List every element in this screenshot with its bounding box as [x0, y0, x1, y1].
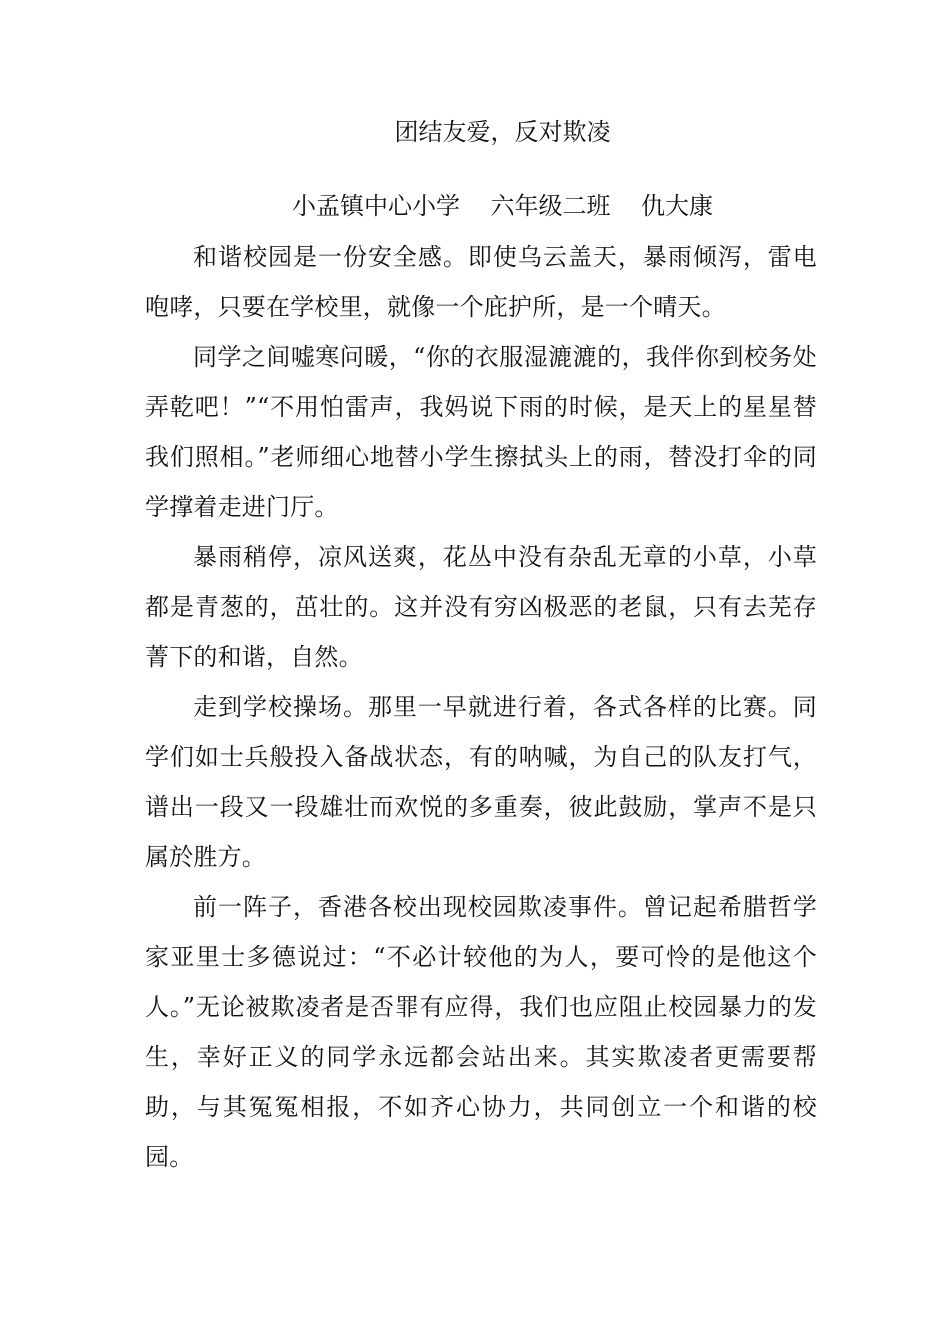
paragraph-5: 前一阵子，香港各校出现校园欺凌事件。曾记起希腊哲学家亚里士多德说过：“不必计较他的为人，要可怜的是他这个人。”无论被欺凌者是否罪有应得，我们也应阻止校园暴力的发生，幸好正义的同学永远都会站出来。其实欺凌者更需要帮助，与其冤冤相报，不如齐心协力，共同创立一个和谐的校园。	[145, 893, 817, 1171]
author-byline: 小孟镇中心小学 六年级二班 仇大康	[291, 192, 714, 220]
paragraph-3: 暴雨稍停，凉风送爽，花丛中没有杂乱无章的小草，小草都是青葱的，茁壮的。这并没有穷凶极恶的老鼠，只有去芜存菁下的和谐，自然。	[145, 543, 817, 671]
article-body	[145, 232, 817, 1182]
paragraph-1: 和谐校园是一份安全感。即使乌云盖天，暴雨倾泻，雷电咆哮，只要在学校里，就像一个庇护所，是一个晴天。	[145, 243, 817, 321]
paragraph-4: 走到学校操场。那里一早就进行着，各式各样的比赛。同学们如士兵般投入备战状态，有的呐喊，为自己的队友打气，谱出一段又一段雄壮而欢悦的多重奏，彼此鼓励，掌声不是只属於胜方。	[145, 693, 817, 871]
paragraph-2: 同学之间嘘寒问暖，“你的衣服湿漉漉的，我伴你到校务处弄乾吧！”“不用怕雷声，我妈说下雨的时候，是天上的星星替我们照相。”老师细心地替小学生擦拭头上的雨，替没打伞的同学撑着走进门厅。	[145, 343, 817, 521]
document-title: 团结友爱，反对欺凌	[394, 118, 611, 146]
